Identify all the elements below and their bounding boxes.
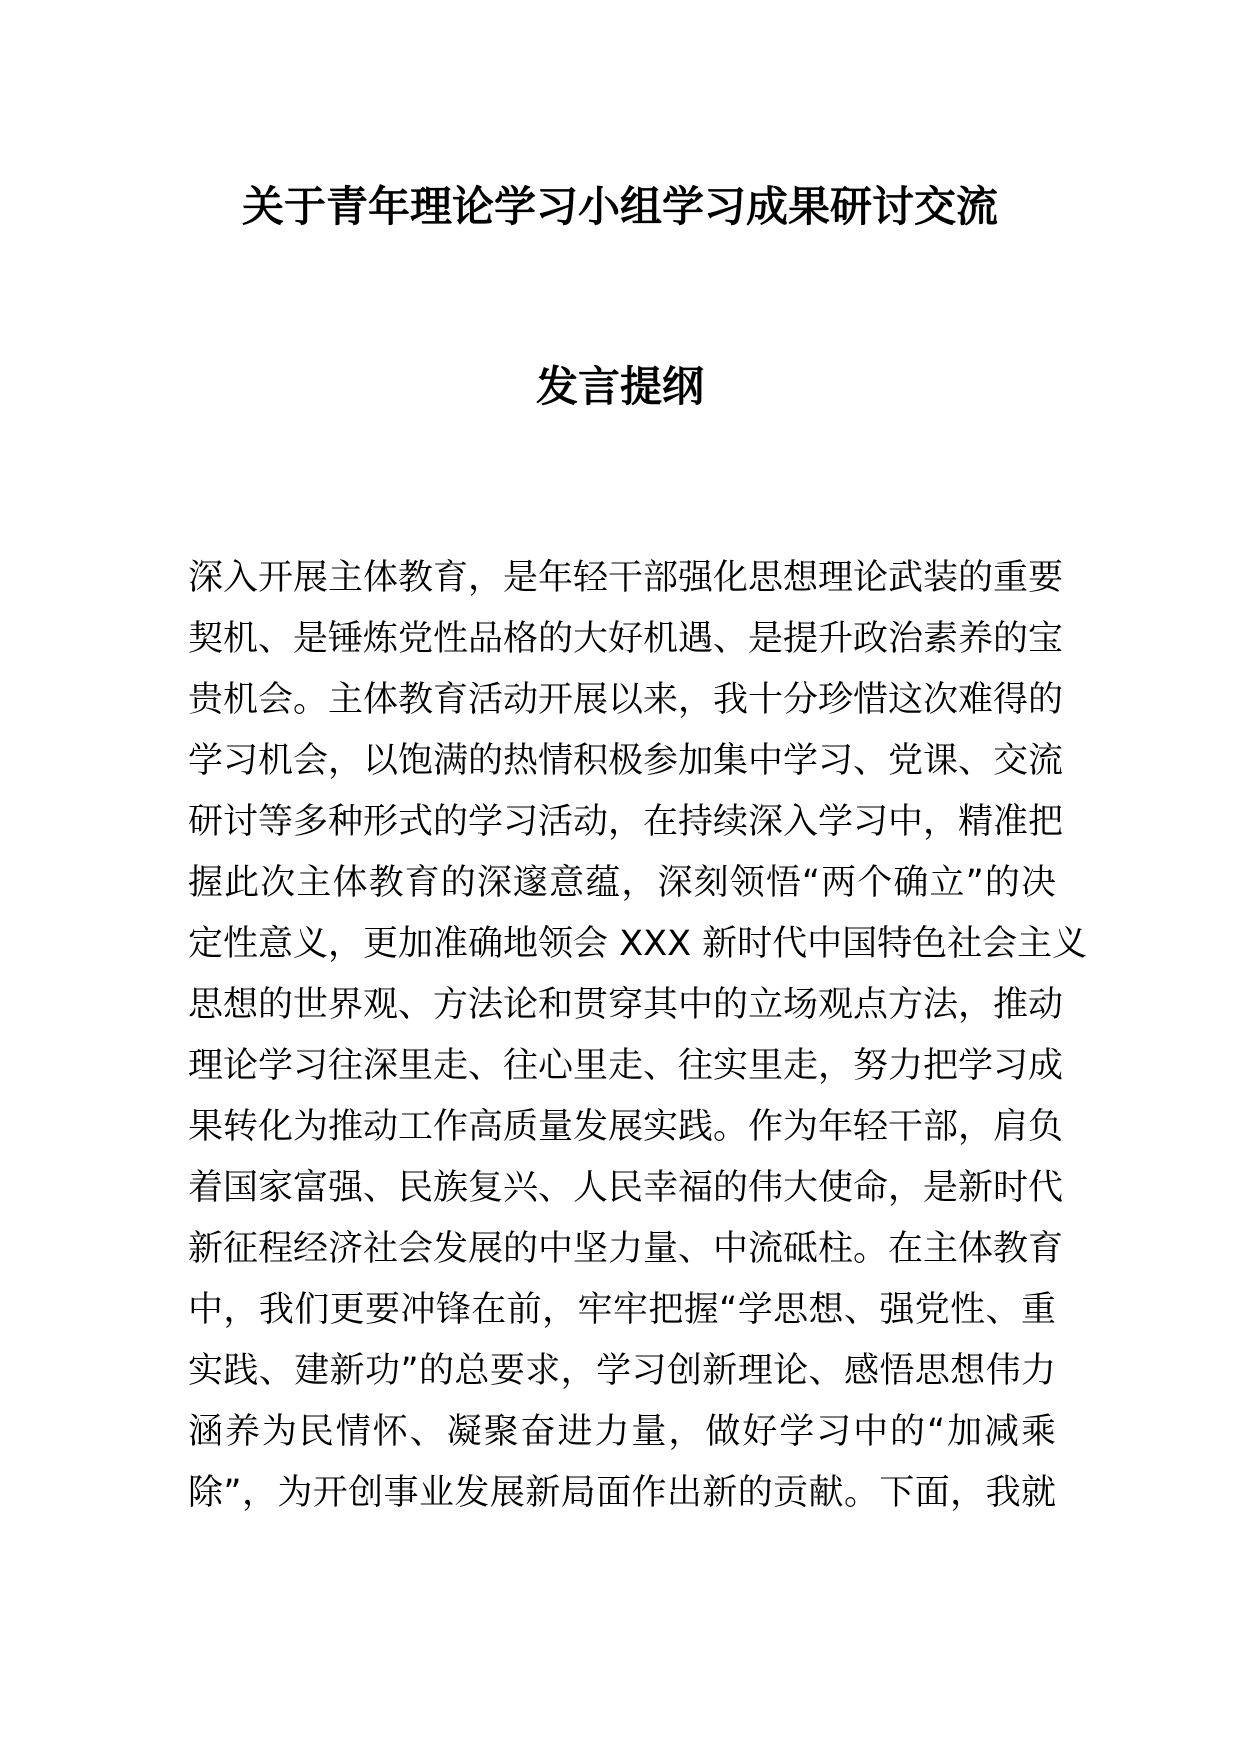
body-line: 除”，为开创事业发展新局面作出新的贡献。下面，我就 (188, 1473, 1056, 1513)
body-line: 实践、建新功”的总要求，学习创新理论、感悟思想伟力 (188, 1351, 1056, 1391)
document-title-line-2: 发言提纲 (535, 362, 704, 411)
body-line: 握此次主体教育的深邃意蕴，深刻领悟“两个确立”的决 (188, 863, 1056, 903)
body-line: 果转化为推动工作高质量发展实践。作为年轻干部，肩负 (188, 1107, 1064, 1147)
body-line: 契机、是锤炼党性品格的大好机遇、是提升政治素养的宝 (188, 619, 1064, 659)
body-line: 新征程经济社会发展的中坚力量、中流砥柱。在主体教育 (188, 1229, 1064, 1269)
body-line: 理论学习往深里走、往心里走、往实里走，努力把学习成 (188, 1046, 1064, 1086)
body-line: 中，我们更要冲锋在前，牢牢把握“学思想、强党性、重 (188, 1290, 1056, 1330)
body-line: 着国家富强、民族复兴、人民幸福的伟大使命，是新时代 (188, 1168, 1064, 1208)
body-line: 思想的世界观、方法论和贯穿其中的立场观点方法，推动 (188, 985, 1064, 1025)
body-line: 研讨等多种形式的学习活动，在持续深入学习中，精准把 (188, 802, 1064, 842)
body-line: 深入开展主体教育，是年轻干部强化思想理论武装的重要 (188, 558, 1064, 598)
body-line: 涵养为民情怀、凝聚奋进力量，做好学习中的“加减乘 (188, 1412, 1056, 1452)
document-body (188, 548, 1088, 1524)
body-line: 贵机会。主体教育活动开展以来，我十分珍惜这次难得的 (188, 680, 1064, 720)
body-line: 定性意义，更加准确地领会 XXX 新时代中国特色社会主义 (188, 924, 1088, 964)
body-line: 学习机会，以饱满的热情积极参加集中学习、党课、交流 (188, 741, 1064, 781)
document-title-line-1: 关于青年理论学习小组学习成果研讨交流 (241, 182, 998, 231)
